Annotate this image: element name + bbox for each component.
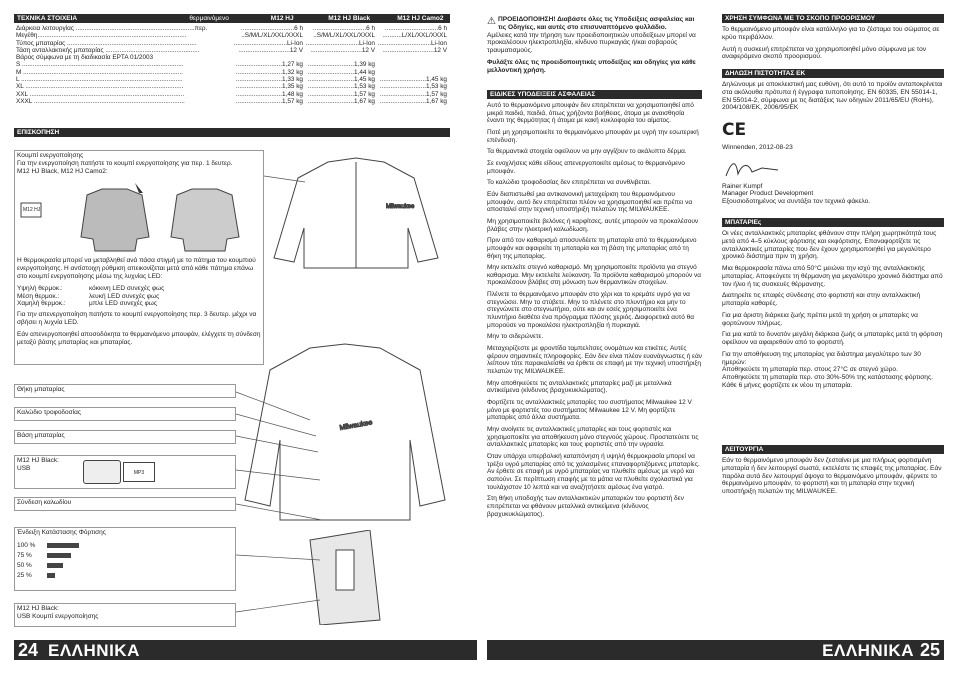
spec-col0: θερμαινόμενο [189,15,229,22]
ce-mark: CE [722,120,747,141]
operation-paragraph: Εάν το θερμαινόμενο μπουφάν δεν ζεσταίνει με μια πλήρως φορτισμένη μπαταρία ή δεν λειτουργεί σωστά, εκτελέστε τις επαφές της μπαταρίας. Εάν παρόλα αυτά δεν λειτουργεί άψογα το θερμαινόμενο μπουφάν, φέρνετε το θερμαινόμενο μπουφάν, το φορτιστή και τη μπαταρία στην τεχνική υποστήριξη πελατών της MILWAUKEE. [722,457,942,496]
battery-paragraph: Μια θερμοκρασία πάνω από 50°C μειώνει την ισχύ της ανταλλακτικής μπαταρίας. Αποφεύγετε τη θέρμανση για μεγαλύτερο χρονικό διάστημα από τον ήλιο ή τις συσκευές θέρμανσης. [722,265,943,288]
spec-label: Τύπος μπαταρίας ......................................................................... [16,39,197,47]
battery-pocket-label: Θήκη μπαταρίας [17,386,65,393]
spec-value-black: ..............................Li-Ion [305,39,375,47]
battery-paragraph: Για μια κατά το δυνατόν μεγάλη διάρκεια ζωής οι μπαταρίες μετά τη φόρτιση οφείλουν να αφαιρεθούν από το φορτιστή. [722,331,943,347]
overview-header: ΕΠΙΣΚΟΠΗΣΗ [14,128,450,137]
spec-value-camo2: ..........................1,45 kg [379,76,447,84]
charge-level-label: 25 % [17,571,32,579]
warning-keep: Φυλάξτε όλες τις προειδοποιητικές υποδείξεις και οδηγίες για κάθε μελλοντική χρήση. [487,58,696,74]
usb-btn-title: M12 HJ Black: [17,605,59,612]
spec-value-m12hj: ..........................1,35 kg [235,83,303,91]
power-cable-label: Καλώδιο τροφοδοσίας [17,409,82,416]
page-number-25: 25 [919,640,940,660]
footer-bar-left [14,640,477,660]
safety-paragraph: Μην ανοίγετε τις ανταλλακτικές μπαταρίες και τους φορτιστές και χρησιμοποιείτε για αποθήκευση μόνο στεγνούς χώρους. Προστατεύετε τις ανταλλακτικές μπαταρίες και τους φορτιστές από την υγρασία. [487,425,699,449]
safety-paragraph: Εάν διαπιστωθεί μια αντικανονική μεταχείριση του θερμαινόμενου μπουφάν, αυτό δεν επιτρέπεται πλέον να χρησιμοποιηθεί και πρέπει να αποσταλεί στην τεχνική υποστήριξη πελατών της MILWAUKEE. [487,190,693,214]
switch-line1: Για την ενεργοποίηση πατήστε το κουμπί ενεργοποίησης για περ. 1 δευτερ. [17,159,233,167]
safety-paragraph: Μη χρησιμοποιείτε βελόνες ή καρφίτσες, αυτές μπορούν να προκαλέσουν βλάβες στην ηλεκτρική καλωδίωση. [487,217,699,233]
spec-value-camo2: ..........................1,53 kg [379,83,447,91]
charge-level-row [17,551,233,561]
temp-level-desc: λευκή LED συνεχές φως [89,292,160,300]
usb-btn-label: USB Κουμπί ενεργοποίησης [17,612,99,620]
charge-level-label: 100 % [17,541,36,549]
spec-value-black: ..S/M/L/XL/XXL/XXXL [313,32,375,40]
charge-led-icon [47,543,79,548]
spec-value-m12hj: ..........................1,27 kg [235,61,303,69]
temp-level-desc: κόκκινη LED συνεχές φως [89,284,165,292]
signer-name: Rainer Kumpf [722,182,763,190]
spec-label: S ........................................................................................... [16,61,184,69]
battery-base-label: Βάση μπαταρίας [17,432,65,439]
signature-graphic [722,158,782,180]
conf-header: ΔΗΛΩΣΗ ΠΙΣΤΟΤΗΤΑΣ ΕΚ [722,69,944,78]
safety-paragraph: Πλένετε το θερμαινόμενο μπουφάν στο χέρι και το κρεμάτε υγρό για να στεγνώσει. Μην το στύβετε. Μην το πλένετε στο πλυντήριο και μην το στεγνώνετε στο στεγνωτήριο, ούτε και αν εσείς χρησιμοποιείτε ένα πλυντήριο διαθέτει ένα πρόγραμμα πλύσης χεριός. Διαφορετικά αυτό θα μπορούσε να προκαλέσει ηλεκτροπληξία ή πυρκαγιά. [487,291,694,329]
conf-paragraph: Δηλώνουμε με αποκλειστική μας ευθύνη, ότι αυτό το προϊόν ανταποκρίνεται στα ακόλουθα πρότυπα ή έγγραφα τυποποίησης. EN 60335, EN 55014-1, EN 55014-2, σύμφωνα με τις διατάξεις των οδηγιών 2011/65/EU (RoHs), 2004/108/EK, 2006/95/EK [722,81,943,112]
battery-paragraph: Οι νέες ανταλλακτικές μπαταρίες φθάνουν στην πλήρη χωρητικότητά τους μετά από 4–5 κύκλους φόρτισης και εκφόρτισης. Επαναφορτίζετε τις ανταλλακτικές μπαταρίες που δεν έχουν χρησιμοποιηθεί για μεγαλύτερο χρονικό διάστημα πριν τη χρήση. [722,230,937,261]
callout-usb [14,455,236,489]
spec-value-m12hj: ..............................6 h [240,25,303,32]
battery-paragraph: Διατηρείτε τις επαφές σύνδεσης στο φορτιστή και στην ανταλλακτική μπαταρία καθαρές. [722,292,921,308]
callout-battery-base [14,430,236,444]
safety-paragraph: Φορτίζετε τις ανταλλακτικές μπαταρίες του συστήματος Milwaukee 12 V μόνο με φορτιστές του συστήματος Milwaukee 12 V. Μη φορτίζετε μπαταρίες από άλλα συστήματα. [487,399,692,422]
spec-label: XXXL ..................................................................................... [16,97,185,105]
battery-paragraph: Για την αποθήκευση της μπαταρίας για διάστημα μεγαλύτερο των 30 ημερών: Αποθηκεύετε τη μπαταρία περ. στους 27°C σε στεγνό χώρο. Αποθηκεύετε τη μπαταρία περ. στο 30%-50% της κατάστασης φόρτισης. Κάθε 6 μήνες φορτίζετε εκ νέου τη μπαταρία. [722,350,933,390]
charge-led-icon [47,573,55,578]
warning-text: Αμέλειες κατά την τήρηση των προειδοποιητικών υποδείξεων μπορεί να προκαλέσουν ηλεκτροπληξία, κίνδυνο πυρκαγιάς ή/και σοβαρούς τραυματισμούς. [487,31,696,55]
switch-para1: Η θερμοκρασία μπορεί να μεταβληθεί ανά πάσα στιγμή με το πάτημα του κουμπιού ενεργοποίησης. Η αντίστοιχη ρύθμιση απεικονίζεται μετά από κάθε πάτημα επάνω στο κουμπί ενεργοποίησης μέσω της λυχνίας LED: [17,257,256,280]
safety-paragraph: Μην αποθηκεύετε τις ανταλλακτικές μπαταρίες μαζί με μεταλλικά αντικείμενα (κίνδυνος βραχυκυκλώματος). [487,379,672,395]
battery-paragraph: Για μια άριστη διάρκεια ζωής πρέπει μετά τη χρήση οι μπαταρίες να φορτώνουν πλήρως. [722,311,918,327]
charge-title: Ένδειξη Κατάστασης Φόρτισης [17,529,106,536]
safety-paragraph: Το καλώδιο τροφοδοσίας δεν επιτρέπεται να συνθλιβεται. [487,179,651,187]
spec-label: Τάση ανταλλακτικής μπαταρίας ..................................................... [16,46,200,54]
switch-title: Κουμπί ενεργοποίησης [17,152,84,159]
safety-paragraph: Τα θερμαντικά στοιχεία οφείλουν να μην αγγίζουν το ακάλυπτο δέρμα. [487,148,687,156]
safety-header: ΕΙΔΙΚΕΣ ΥΠΟΔΕΙΞΕΙΣ ΑΣΦΑΛΕΙΑΣ [487,90,702,99]
conformity-block [722,81,944,206]
spec-label: Μεγέθη.................................................................................... [16,32,187,40]
spec-col1: M12 HJ [270,15,294,22]
page-number-24: 24 [18,640,39,660]
charge-levels [17,541,233,581]
language-label-right: ΕΛΛΗΝΙΚΑ [822,641,914,660]
cable-conn-label: Σύνδεση καλωδίου [17,499,72,506]
safety-paragraph: Αυτό το θερμαινόμενο μπουφάν δεν επιτρέπεται να χρησιμοποιηθεί από μικρά παιδιά, παιδιά, όπως χρήζοντα βοήθειας, άτομα με αναισθησία έναντι της θερμότητας ή άτομα με κακή κυκλοφορία του αίματος. [487,102,694,125]
callout-charge [14,527,236,591]
callout-battery-pocket [14,384,236,398]
switch-para3: Εάν απενεργοποιηθεί αποσοδόκητα το θερμαινόμενο μπουφάν, ελέγχετε τη σύνδεση μεταξύ βάσης μπαταρίας και μπαταρίας. [17,330,261,346]
use-paragraphs [722,26,944,65]
temp-level-name: Χαμηλή θερμοκ.: [17,300,66,308]
charge-led-icon [47,563,63,568]
spec-value-black: ..............................6 h [312,25,375,32]
use-header: ΧΡΗΣΗ ΣΥΜΦΩΝΑ ΜΕ ΤΟ ΣΚΟΠΟ ΠΡΟΟΡΙΣΜΟΥ [722,14,944,23]
charge-level-label: 50 % [17,561,32,569]
operation-block [722,457,944,500]
temp-level-name: Μέση θερμοκ.: [17,292,60,300]
use-paragraph: Το θερμαινόμενο μπουφάν είναι κατάλληλο για το ζέσταμα του σώματος σε κρύο περιβάλλον. [722,26,940,41]
spec-value-camo2: .............................12 V [382,46,447,54]
warning-icon: ⚠ [487,16,496,27]
spec-value-m12hj: .............................12 V [238,46,303,54]
spec-value-camo2: ..........................1,67 kg [379,97,447,105]
safety-paragraphs [487,102,702,642]
switch-line2: M12 HJ Black, M12 HJ Camo2: [17,167,108,175]
spec-col2: M12 HJ Black [328,15,371,22]
callout-usb-button [14,603,236,627]
spec-title: ΤΕΧΝΙΚΑ ΣΤΟΙΧΕΙΑ [17,15,78,22]
mp3-icon [123,462,155,482]
spec-label: L ........................................................................................... [16,76,183,84]
safety-paragraph: Σε ενοχλήσεις κάθε είδους απενεργοποιείτε αμέσως το θερμαινόμενο μπουφάν. [487,159,685,175]
callout-power-cable [14,407,236,421]
charge-level-row [17,571,233,581]
spec-value-m12hj: ..........................1,32 kg [235,68,303,76]
spec-value-black: ..........................1,57 kg [307,90,375,98]
spec-label: M .......................................................................................... [16,68,183,76]
charge-led-icon [47,553,71,558]
spec-value-camo2: ..............................6 h [384,25,447,32]
temp-level-name: Υψηλή θερμοκ.: [17,284,63,292]
usb-port-icon [83,460,121,484]
spec-value-m12hj: ..............................Li-Ion [233,39,303,47]
brand-logo-back: Milwaukee [339,419,373,432]
mp3-label: MP3 [133,470,145,476]
safety-paragraph: Ποτέ μη χρησιμοποιείτε το θερμαινόμενο μπουφάν με υγρή την εσωτερική επένδυση. [487,128,699,144]
place-date: Winnenden, 2012-08-23 [722,144,793,152]
spec-label: Διάρκεια λειτουργίας ...................................................................περ. [16,25,208,32]
spec-value-camo2: ..............................Li-Ion [377,39,447,47]
safety-paragraph: Μεταχειρίζεστε με φροντίδα ταμπελίτσες ονομάτων και ετικέτες. Αυτές φέρουν σημαντικές πληροφορίες. Εάν δεν είναι πλέον ευανάγνωστες ή εάν λείπουν τότε παρακαλείσθε να έρθετε σε επαφή με την τεχνική υποστήριξη πελατών της MILWAUKEE. [487,345,702,376]
safety-paragraph: Μην το σιδερώνετε. [487,333,544,341]
charge-level-row [17,561,233,571]
spec-label: Βάρος σύμφωνα με τη διαδικασία EPTA 01/2003 [16,54,154,62]
signer-title: Manager Product Development [722,190,814,198]
spec-col3: M12 HJ Camo2 [397,15,444,22]
usb-title: M12 HJ Black: [17,457,59,464]
switch-para2: Για την απενεργοποίηση πατήστε το κουμπί ενεργοποίησης περ. 3 δευτερ. μέχρι να σβήσει η λυχνία LED. [17,311,257,326]
warning-block [487,16,702,78]
temp-level-desc: μπλε LED συνεχές φως [89,300,158,308]
switch-icon-label: M12 HJ [23,207,41,214]
spec-value-black: ..........................1,44 kg [307,68,375,76]
spec-value-black: ..........................1,67 kg [307,97,375,105]
spec-value-camo2: ..........................1,57 kg [379,90,447,98]
charge-level-row [17,541,233,551]
language-label-left: ΕΛΛΗΝΙΚΑ [48,641,140,660]
spec-value-m12hj: ..........................1,33 kg [235,76,303,84]
battery-paragraphs [722,230,944,394]
safety-paragraph: Όταν υπάρχει υπερβολική καταπόνηση ή υψηλή θερμοκρασία μπορεί να τρέξει υγρό μπαταρίας από τις χαλασμένες επαναφορτιζόμενες μπαταρίες. Αν έρθετε σε επαφή με υγρό μπαταρίας να πλυθείτε αμέσως με νερό και σαπούνι. Σε περίπτωση επαφής με τα μάτια να πλυθείτε σχολαστικά για τουλάχιστον 10 λεπτά και να αναζητήσετε αμέσως ένα γιατρό. [487,452,700,491]
spec-value-camo2: ...........L/XL/XXL/XXXL [382,32,447,40]
use-paragraph: Αυτή η συσκευή επιτρέπεται να χρησιμοποιηθεί μόνο σύμφωνα με τον αναφερόμενο σκοπό προορισμού. [722,45,927,61]
safety-paragraph: Μην εκτελείτε στεγνό καθαρισμό. Μη χρησιμοποιείτε προϊόντα για στεγνό καθαρισμα. Μην εκτελείτε λεύκανση. Τα προϊόντα καθαρισμού μπορούν να προκαλέσουν βλάβες στη μόνωση των θερμαντικών στοιχείων. [487,264,701,287]
spec-label: XXL ....................................................................................... [16,90,185,98]
charge-level-label: 75 % [17,551,32,559]
usb-label: USB [17,464,31,472]
battery-header: ΜΠΑΤΑΡΙΕς [722,218,944,227]
page-25 [477,0,954,677]
spec-value-black: ..........................1,53 kg [307,83,375,91]
spec-value-m12hj: ..S/M/L/XL/XXL/XXXL [241,32,303,40]
safety-paragraph: Στη θήκη υποδοχής των ανταλλακτικών μπαταριών του φορτιστή δεν επιτρέπεται να φθάνουν μεταλλικά αντικείμενα (κίνδυνος βραχυκυκλώματος). [487,495,684,518]
spec-label: XL ......................................................................................... [16,83,184,91]
spec-value-m12hj: ..........................1,57 kg [235,97,303,105]
spec-value-black: ..........................1,39 kg [307,61,375,69]
signer-note: Εξουσιοδοτημένος να συντάξει τον τεχνικό φάκελο. [722,198,871,206]
footer-bar-right [487,640,944,660]
spec-value-m12hj: ..........................1,48 kg [235,90,303,98]
spec-value-black: ..........................1,45 kg [307,76,375,84]
brand-logo-front: Milwaukee [386,204,415,210]
operation-header: ΛΕΙΤΟΥΡΓΙΑ [722,445,944,454]
safety-paragraph: Πριν από τον καθαρισμό αποσυνδέετε τη μπαταρία από το θερμαινόμενο μπουφάν και αφαιρείτε τη μπαταρία και τη βάση της μπαταρίας από τη θήκη της μπαταρίας. [487,237,697,260]
warning-lead: ΠΡΟΕΙΔΟΠΟΙΗΣΗ! Διαβάστε όλες τις Υποδείξεις ασφαλείας και τις Οδηγίες, και αυτές στο επισυναπτόμενο φυλλάδιο. [497,16,695,31]
spec-value-black: .............................12 V [310,46,375,54]
callout-cable-conn [14,497,236,511]
